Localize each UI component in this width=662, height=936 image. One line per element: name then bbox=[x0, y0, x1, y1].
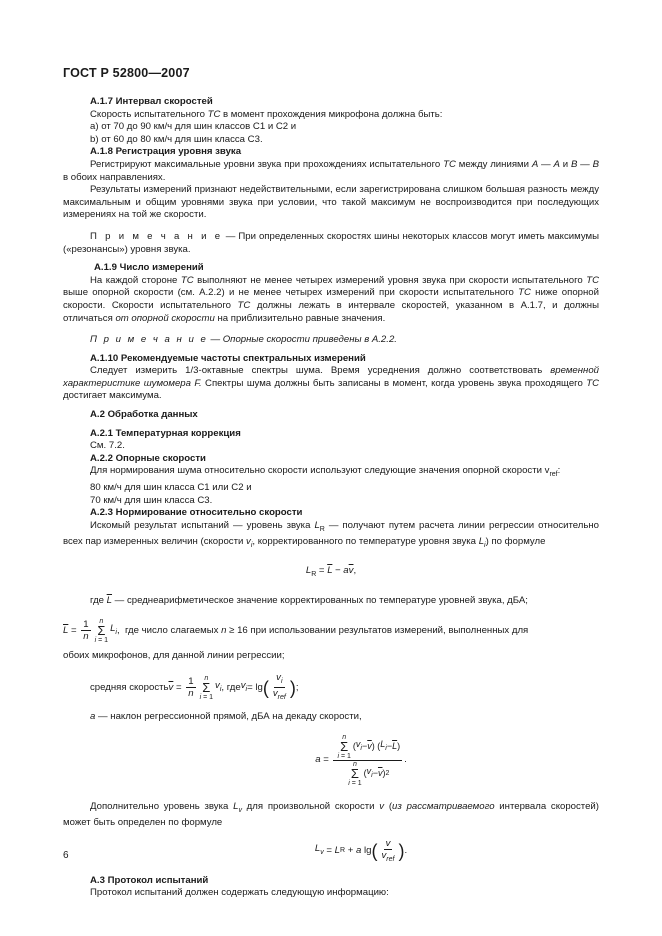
section-heading-a2: А.2 Обработка данных bbox=[90, 409, 198, 421]
note: П р и м е ч а н и е — При определенных скоростях шины некоторых классов могут иметь максимумы («резонансы») уровня звука. bbox=[63, 230, 599, 255]
section-heading-a23: А.2.3 Нормирование относительно скорости bbox=[90, 507, 303, 519]
section-heading-a18: А.1.8 Регистрация уровня звука bbox=[90, 146, 242, 158]
section-heading-a22: А.2.2 Опорные скорости bbox=[90, 452, 206, 464]
paragraph: Протокол испытаний должен содержать следующую информацию: bbox=[90, 887, 389, 899]
document-content bbox=[63, 96, 599, 900]
section-heading-a19: А.1.9 Число измерений bbox=[94, 262, 204, 274]
paragraph: где $\overline{L}$ — среднеарифметическое значение корректированных по температуре уровней звука, дБА; bbox=[90, 595, 528, 607]
list-item: 70 км/ч для шин класса С3. bbox=[90, 494, 213, 506]
formula-lr: $L_R = \overline{L} - a\overline{v}$, bbox=[305, 564, 357, 578]
paragraph: Дополнительно уровень звука $L_v$ для произвольной скорости v (из рассматриваемого интервала скоростей) может быть определен по формуле bbox=[63, 800, 599, 829]
paragraph: Результаты измерений признают недействительными, если зарегистрирована слишком большая разность между максимальным и общим уровнями звука при условии, что такой максимум не воспроизводится при последующих измерениях на той же скорости. bbox=[63, 184, 599, 221]
formula-lbar: $\overline{L}$ = $\frac{1}{n}$ n Σ i = 1 $L_i$ , где число слагаемых n ≥ 16 при использовании результатов измерений, выполненных для bbox=[63, 617, 529, 644]
formula-vbar: средняя скорость $\overline{v}$ = $\frac{1}{n}$ n Σ i = 1 $v_i$ , где $v_i$ = lg ( $\frac{v_i}{v_{ref}}$ ) ; bbox=[90, 672, 299, 702]
paragraph: Искомый результат испытаний — уровень звука $L_R$ — получают путем расчета линии регрессии относительно всех пар измеренных величин (скорости $v_i$, корректированного по температуре уровня звука $L_i$) по формуле bbox=[63, 519, 600, 550]
section-heading-a17: А.1.7 Интервал скоростей bbox=[90, 96, 213, 107]
document-header: ГОСТ Р 52800—2007 bbox=[63, 66, 190, 80]
list-item: b) от 60 до 80 км/ч для шин класса С3. bbox=[90, 133, 263, 145]
section-heading-a21: А.2.1 Температурная коррекция bbox=[90, 427, 241, 439]
note: П р и м е ч а н и е — Опорные скорости приведены в А.2.2. bbox=[90, 334, 397, 346]
page-number: 6 bbox=[63, 850, 69, 861]
paragraph: Регистрируют максимальные уровни звука при прохождениях испытательного ТС между линиями А — А и В — В в обоих направлениях. bbox=[63, 158, 600, 183]
paragraph: Следует измерить 1/3-октавные спектры шума. Время усреднения должно соответствовать временной характеристике шумомера F. Спектры шума должны быть записаны в момент, когда уровень звука проходящего ТС достигает максимума. bbox=[63, 365, 599, 402]
list-item: а) от 70 до 90 км/ч для шин классов С1 и С2 и bbox=[90, 121, 297, 133]
paragraph: См. 7.2. bbox=[90, 440, 125, 452]
paragraph: Для нормирования шума относительно скорости используют следующие значения опорной скорости $v_{ref}$: bbox=[90, 465, 561, 479]
list-item: 80 км/ч для шин класса С1 или С2 и bbox=[90, 481, 252, 493]
formula-lv: $L_v$ = L R + a lg ( $\frac{v}{v_{ref}}$ ) . bbox=[314, 837, 408, 863]
section-heading-a3: А.3 Протокол испытаний bbox=[90, 874, 209, 886]
formula-a: a = n Σ i = 1 ( $v_i$ − $\overline{v}$ ) ( $L_i$ − $\overline{L}$ ) n Σ i = 1 ( $v_i$ − $\overline{v}$ ) 2 . bbox=[315, 733, 407, 787]
paragraph: Скорость испытательного ТС в момент прохождения микрофона должна быть: bbox=[90, 108, 443, 120]
paragraph: На каждой стороне ТС выполняют не менее четырех измерений уровня звука при скорости испытательного ТС выше опорной скорости (см. А.2.2) и не менее четырех измерений при скорости испытательного ТС ниже опорной скорости. Скорости испытательного ТС должны лежать в интервале скоростей, указанном в А.1.7, и должны отличаться от опорной скорости на приблизительно равные значения. bbox=[63, 274, 600, 324]
paragraph: а — наклон регрессионной прямой, дБА на декаду скорости, bbox=[90, 711, 362, 723]
paragraph: обоих микрофонов, для данной линии регрессии; bbox=[63, 649, 285, 661]
section-heading-a110: А.1.10 Рекомендуемые частоты спектральных измерений bbox=[90, 352, 366, 364]
